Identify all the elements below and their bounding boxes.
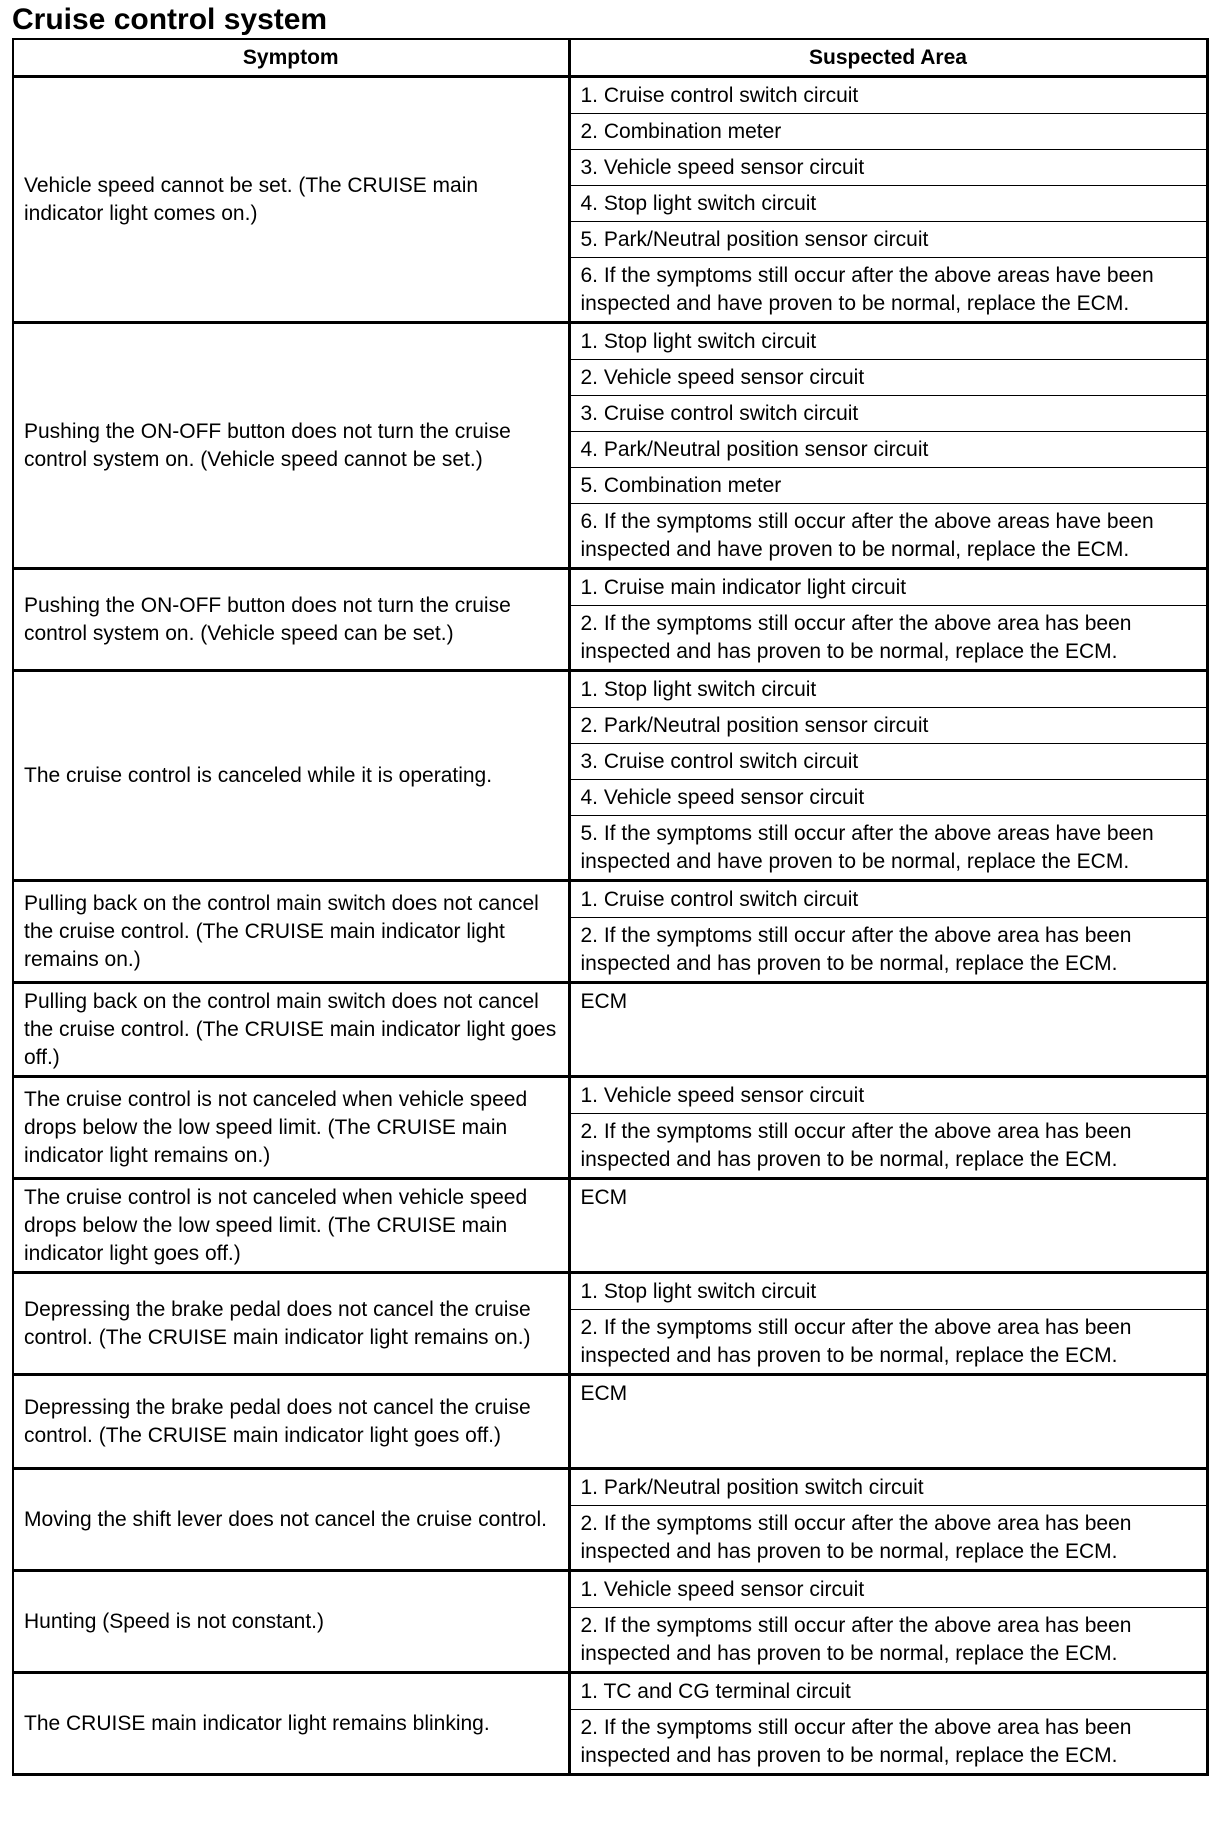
table-row [13, 881, 1207, 918]
symptom-column-header: Symptom [13, 39, 569, 77]
table-row [13, 1375, 1207, 1469]
suspected-area-cell: ECM [569, 1375, 1207, 1469]
suspected-area-cell: 1. Park/Neutral position switch circuit [569, 1469, 1207, 1506]
suspected-area-cell: 4. Park/Neutral position sensor circuit [569, 432, 1207, 468]
suspected-area-cell: 2. Combination meter [569, 114, 1207, 150]
table-row [13, 77, 1207, 114]
suspected-area-cell: 1. Stop light switch circuit [569, 671, 1207, 708]
suspected-area-cell: 1. Vehicle speed sensor circuit [569, 1077, 1207, 1114]
suspected-area-cell: ECM [569, 983, 1207, 1077]
symptom-cell: Depressing the brake pedal does not cancel the cruise control. (The CRUISE main indicator light goes off.) [13, 1375, 569, 1469]
symptom-cell: Depressing the brake pedal does not cancel the cruise control. (The CRUISE main indicator light remains on.) [13, 1273, 569, 1375]
suspected-area-cell: 3. Cruise control switch circuit [569, 396, 1207, 432]
suspected-area-cell: 4. Stop light switch circuit [569, 186, 1207, 222]
suspected-area-cell: 2. If the symptoms still occur after the above area has been inspected and has proven to be normal, replace the ECM. [569, 606, 1207, 671]
table-row [13, 671, 1207, 708]
symptom-cell: Moving the shift lever does not cancel the cruise control. [13, 1469, 569, 1571]
suspected-area-cell: 1. Stop light switch circuit [569, 1273, 1207, 1310]
table-row [13, 1571, 1207, 1608]
table-row [13, 983, 1207, 1077]
table-row [13, 1673, 1207, 1710]
symptom-cell: The cruise control is not canceled when vehicle speed drops below the low speed limit. (The CRUISE main indicator light goes off.) [13, 1179, 569, 1273]
suspected-area-column-header: Suspected Area [569, 39, 1207, 77]
table-row [13, 1179, 1207, 1273]
suspected-area-cell: 1. Cruise main indicator light circuit [569, 569, 1207, 606]
table-row [13, 1469, 1207, 1506]
table-row [13, 323, 1207, 360]
suspected-area-cell: 2. If the symptoms still occur after the above area has been inspected and has proven to be normal, replace the ECM. [569, 918, 1207, 983]
suspected-area-cell: 2. If the symptoms still occur after the above area has been inspected and has proven to be normal, replace the ECM. [569, 1710, 1207, 1775]
suspected-area-cell: 2. Vehicle speed sensor circuit [569, 360, 1207, 396]
suspected-area-cell: 6. If the symptoms still occur after the above areas have been inspected and have proven to be normal, replace the ECM. [569, 258, 1207, 323]
symptom-table [12, 38, 1209, 1776]
suspected-area-cell: 5. Combination meter [569, 468, 1207, 504]
suspected-area-cell: 4. Vehicle speed sensor circuit [569, 780, 1207, 816]
page-title: Cruise control system [12, 3, 328, 36]
suspected-area-cell: 3. Cruise control switch circuit [569, 744, 1207, 780]
suspected-area-cell: 2. If the symptoms still occur after the above area has been inspected and has proven to be normal, replace the ECM. [569, 1608, 1207, 1673]
table-header-row [13, 39, 1207, 77]
symptom-cell: Pulling back on the control main switch does not cancel the cruise control. (The CRUISE main indicator light remains on.) [13, 881, 569, 983]
suspected-area-cell: 1. TC and CG terminal circuit [569, 1673, 1207, 1710]
suspected-area-cell: 2. If the symptoms still occur after the above area has been inspected and has proven to be normal, replace the ECM. [569, 1114, 1207, 1179]
suspected-area-cell: 6. If the symptoms still occur after the above areas have been inspected and have proven to be normal, replace the ECM. [569, 504, 1207, 569]
table-row [13, 1273, 1207, 1310]
table-row [13, 1077, 1207, 1114]
symptom-cell: Pushing the ON-OFF button does not turn the cruise control system on. (Vehicle speed can be set.) [13, 569, 569, 671]
table-row [13, 569, 1207, 606]
suspected-area-cell: 2. Park/Neutral position sensor circuit [569, 708, 1207, 744]
symptom-cell: Pulling back on the control main switch does not cancel the cruise control. (The CRUISE main indicator light goes off.) [13, 983, 569, 1077]
suspected-area-cell: 2. If the symptoms still occur after the above area has been inspected and has proven to be normal, replace the ECM. [569, 1506, 1207, 1571]
suspected-area-cell: 1. Vehicle speed sensor circuit [569, 1571, 1207, 1608]
suspected-area-cell: 3. Vehicle speed sensor circuit [569, 150, 1207, 186]
suspected-area-cell: 1. Cruise control switch circuit [569, 77, 1207, 114]
symptom-cell: The cruise control is canceled while it is operating. [13, 671, 569, 881]
symptom-cell: Vehicle speed cannot be set. (The CRUISE main indicator light comes on.) [13, 77, 569, 323]
symptom-cell: Hunting (Speed is not constant.) [13, 1571, 569, 1673]
symptom-cell: Pushing the ON-OFF button does not turn the cruise control system on. (Vehicle speed cannot be set.) [13, 323, 569, 569]
symptom-cell: The cruise control is not canceled when vehicle speed drops below the low speed limit. (The CRUISE main indicator light remains on.) [13, 1077, 569, 1179]
table-body [13, 77, 1207, 1775]
suspected-area-cell: 5. Park/Neutral position sensor circuit [569, 222, 1207, 258]
suspected-area-cell: 1. Stop light switch circuit [569, 323, 1207, 360]
symptom-cell: The CRUISE main indicator light remains blinking. [13, 1673, 569, 1775]
suspected-area-cell: 5. If the symptoms still occur after the above areas have been inspected and have proven to be normal, replace the ECM. [569, 816, 1207, 881]
suspected-area-cell: 2. If the symptoms still occur after the above area has been inspected and has proven to be normal, replace the ECM. [569, 1310, 1207, 1375]
suspected-area-cell: 1. Cruise control switch circuit [569, 881, 1207, 918]
suspected-area-cell: ECM [569, 1179, 1207, 1273]
